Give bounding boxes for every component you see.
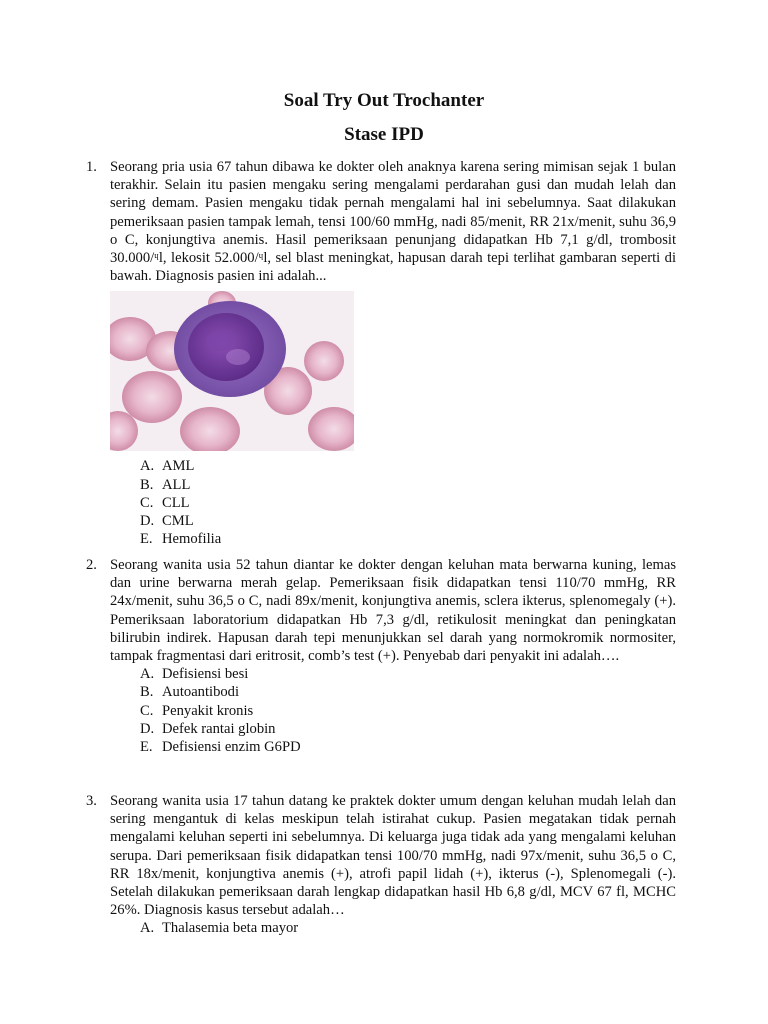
option-a[interactable]: A. AML [140,458,195,475]
option-e[interactable]: E. Defisiensi enzim G6PD [140,739,301,756]
page-subtitle: Stase IPD [344,124,424,145]
options-list [110,457,676,548]
blood-smear-image [110,291,354,451]
option-a[interactable]: A. Thalasemia beta mayor [140,920,299,937]
page-title: Soal Try Out Trochanter [283,90,485,111]
question-number: 2. [86,557,97,573]
question-2 [86,556,676,756]
options-list [110,665,676,756]
option-d[interactable]: D. Defek rantai globin [140,720,276,737]
question-number: 3. [86,793,97,809]
option-b[interactable]: B. Autoantibodi [140,684,240,701]
option-b[interactable]: B. ALL [140,476,191,493]
question-1 [86,158,676,548]
question-3 [86,792,676,938]
option-c[interactable]: C. Penyakit kronis [140,702,254,719]
option-c[interactable]: C. CLL [140,494,190,511]
options-list [110,919,676,937]
question-text: Seorang wanita usia 17 tahun datang ke praktek dokter umum dengan keluhan mudah lelah dan sering mengantuk di kelas meskipun telah istirahat cukup. Pasien megatakan tidak pernah mengalami keluhan seperti ini sebelumnya. Di keluarga juga tidak ada yang mengalami keluhan serupa. Dari pemeriksaan fisik didapatkan tensi 100/70 mmHg, nadi 97x/menit, suhu 36,5 o C, RR 18x/menit, konjungtiva anemis (+), atrofi papil lidah (+), ikterus (-), Splenomegali (-). Setelah dilakukan pemeriksaan darah lengkap didapatkan hasil Hb 6,8 g/dl, MCV 67 fl, MCHC 26%. Diagnosis kasus tersebut adalah… [110,793,676,919]
option-d[interactable]: D. CML [140,513,194,530]
question-text: Seorang wanita usia 52 tahun diantar ke dokter dengan keluhan mata berwarna kuning, lemas dan urine berwarna merah gelap. Pemeriksaan fisik didapatkan tensi 110/70 mmHg, RR 24x/menit, suhu 36,5 o C, nadi 89x/menit, konjungtiva anemis, sclera ikterus, splenomegaly (+). Pemeriksaan laboratorium didapatkan Hb 7,3 g/dl, retikulosit meningkat dan peningkatan bilirubin indirek. Hapusan darah tepi menunjukkan sel darah yang normokromik normositer, tampak fragmentasi dari eritrosit, comb’s test (+). Penyebab dari penyakit ini adalah…. [110,557,676,665]
question-text: Seorang pria usia 67 tahun dibawa ke dokter oleh anaknya karena sering mimisan sejak 1 bulan terakhir. Selain itu pasien mengaku sering mengalami perdarahan gusi dan mudah lelah dan sering demam. Pasien mengaku tidak pernah mengalami hal ini sebelumnya. Saat dilakukan pemeriksaan pasien tampak lemah, tensi 100/60 mmHg, nadi 85/menit, RR 21x/menit, suhu 36,9 o C, konjungtiva anemis. Hasil pemeriksaan penunjang didapatkan Hb 7,1 g/dl, trombosit 30.000/ᶣl, lekosit 52.000/ᶣl, sel blast meningkat, hapusan darah tepi terlihat gambaran seperti di bawah. Diagnosis pasien ini adalah... [110,159,676,285]
option-a[interactable]: A. Defisiensi besi [140,666,249,683]
question-number: 1. [86,159,97,175]
option-e[interactable]: E. Hemofilia [140,531,222,548]
